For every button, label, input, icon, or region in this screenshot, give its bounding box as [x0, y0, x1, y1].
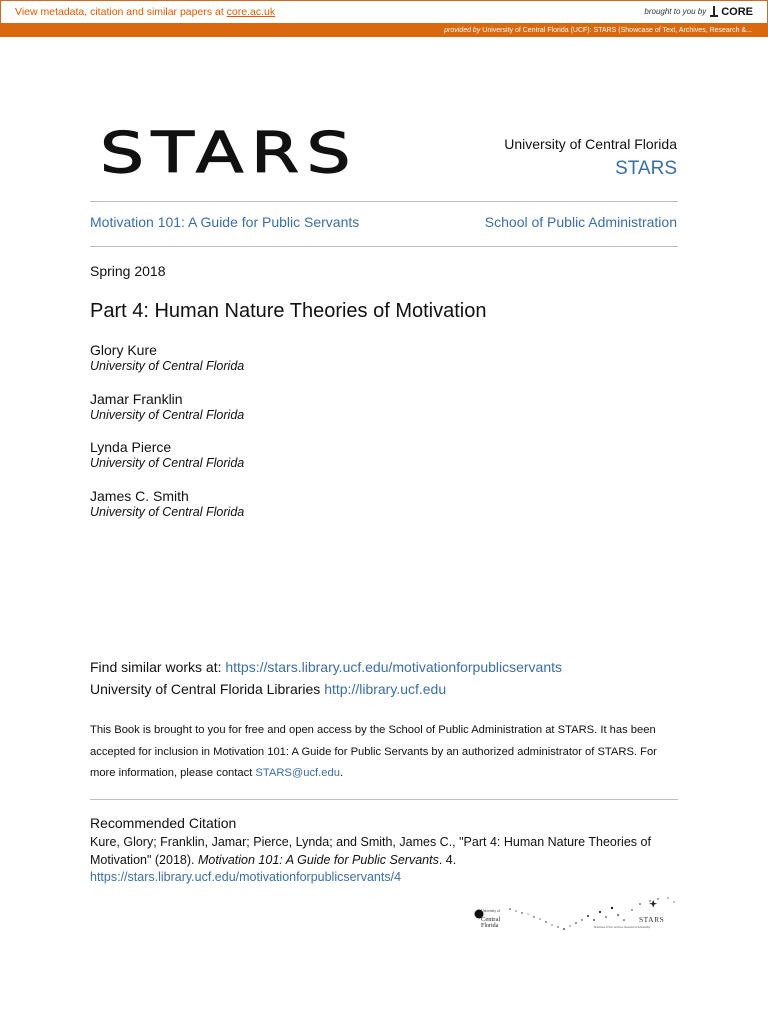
document-title: Part 4: Human Nature Theories of Motivation [90, 300, 487, 322]
author-name[interactable]: James C. Smith [90, 487, 189, 504]
collection-divider [90, 246, 678, 247]
core-logo[interactable] [709, 5, 753, 18]
core-provided-by-bar[interactable] [0, 24, 768, 37]
find-similar-block [90, 656, 562, 700]
libraries-label: University of Central Florida Libraries [90, 681, 325, 697]
stars-logo[interactable] [96, 120, 366, 186]
libraries-link[interactable]: http://library.ucf.edu [324, 681, 447, 697]
university-block [504, 136, 677, 180]
core-provided-text: University of Central Florida (UCF): STARS (Showcase of Text, Archives, Research &... [482, 27, 752, 34]
stars-footer-logo: STARS [639, 915, 665, 924]
core-brought-label: brought to you by [644, 7, 707, 16]
citation-link[interactable]: https://stars.library.ucf.edu/motivationforpublicservants/4 [90, 870, 402, 884]
ucf-logo [475, 909, 501, 929]
author-affiliation: University of Central Florida [90, 504, 245, 519]
access-statement-end: . [339, 767, 344, 779]
find-similar-label: Find similar works at: [90, 659, 226, 675]
core-banner [0, 0, 768, 24]
citation-series: Motivation 101: A Guide for Public Servants [197, 852, 439, 867]
department-link[interactable]: School of Public Administration [484, 214, 677, 230]
citation-divider [90, 799, 678, 800]
author-item [90, 391, 490, 440]
author-affiliation: University of Central Florida [90, 359, 245, 373]
university-name: University of Central Florida [504, 136, 677, 152]
contact-email-link[interactable]: STARS@ucf.edu [255, 767, 340, 779]
ucf-logo-line1: University of [481, 909, 501, 913]
find-similar-line [90, 656, 562, 678]
header-divider [90, 201, 678, 202]
author-name[interactable]: Jamar Franklin [90, 390, 183, 407]
find-similar-link[interactable]: https://stars.library.ucf.edu/motivationforpublicservants [225, 659, 563, 675]
citation-block [90, 834, 678, 887]
publication-date: Spring 2018 [90, 263, 166, 279]
citation-heading: Recommended Citation [90, 815, 237, 831]
core-link[interactable]: core.ac.uk [226, 6, 276, 18]
author-item [90, 488, 490, 537]
core-metadata-text [15, 6, 275, 18]
libraries-line [90, 678, 562, 700]
collection-link[interactable]: Motivation 101: A Guide for Public Servants [90, 214, 360, 230]
ucf-logo-line2: Central [481, 916, 501, 923]
author-item [90, 439, 490, 488]
citation-text: Kure, Glory; Franklin, Jamar; Pierce, Lynda; and Smith, James C., "Part 4: Human Nature Theories of Motivation" (2018). [90, 835, 651, 867]
access-statement-text: This Book is brought to you for free and open access by the School of Public Administration at STARS. It has been accepted for inclusion in Motivation 101: A Guide for Public Servants by an authorized administrator of STARS. For more information, please contact [90, 724, 657, 779]
footer-logos [472, 896, 678, 936]
access-statement [90, 720, 678, 785]
core-icon [709, 5, 719, 18]
author-list [90, 342, 490, 536]
author-affiliation: University of Central Florida [90, 456, 245, 470]
core-brought-by [644, 5, 753, 18]
ucf-logo-line3: Florida [481, 923, 499, 929]
author-item [90, 342, 490, 391]
citation-end: . 4. [438, 852, 457, 867]
author-name[interactable]: Lynda Pierce [90, 439, 172, 455]
stars-logo-text: STARS [100, 121, 358, 186]
core-metadata-label: View metadata, citation and similar papers at [15, 6, 227, 18]
author-affiliation: University of Central Florida [90, 407, 245, 422]
core-provided-prefix: provided by [444, 27, 481, 34]
author-name[interactable]: Glory Kure [90, 342, 157, 358]
core-logo-label: CORE [721, 5, 753, 18]
repository-link[interactable]: STARS [615, 158, 677, 179]
stars-footer-tagline: Showcase of Text, Archives, Research & Scholarship [594, 926, 651, 929]
